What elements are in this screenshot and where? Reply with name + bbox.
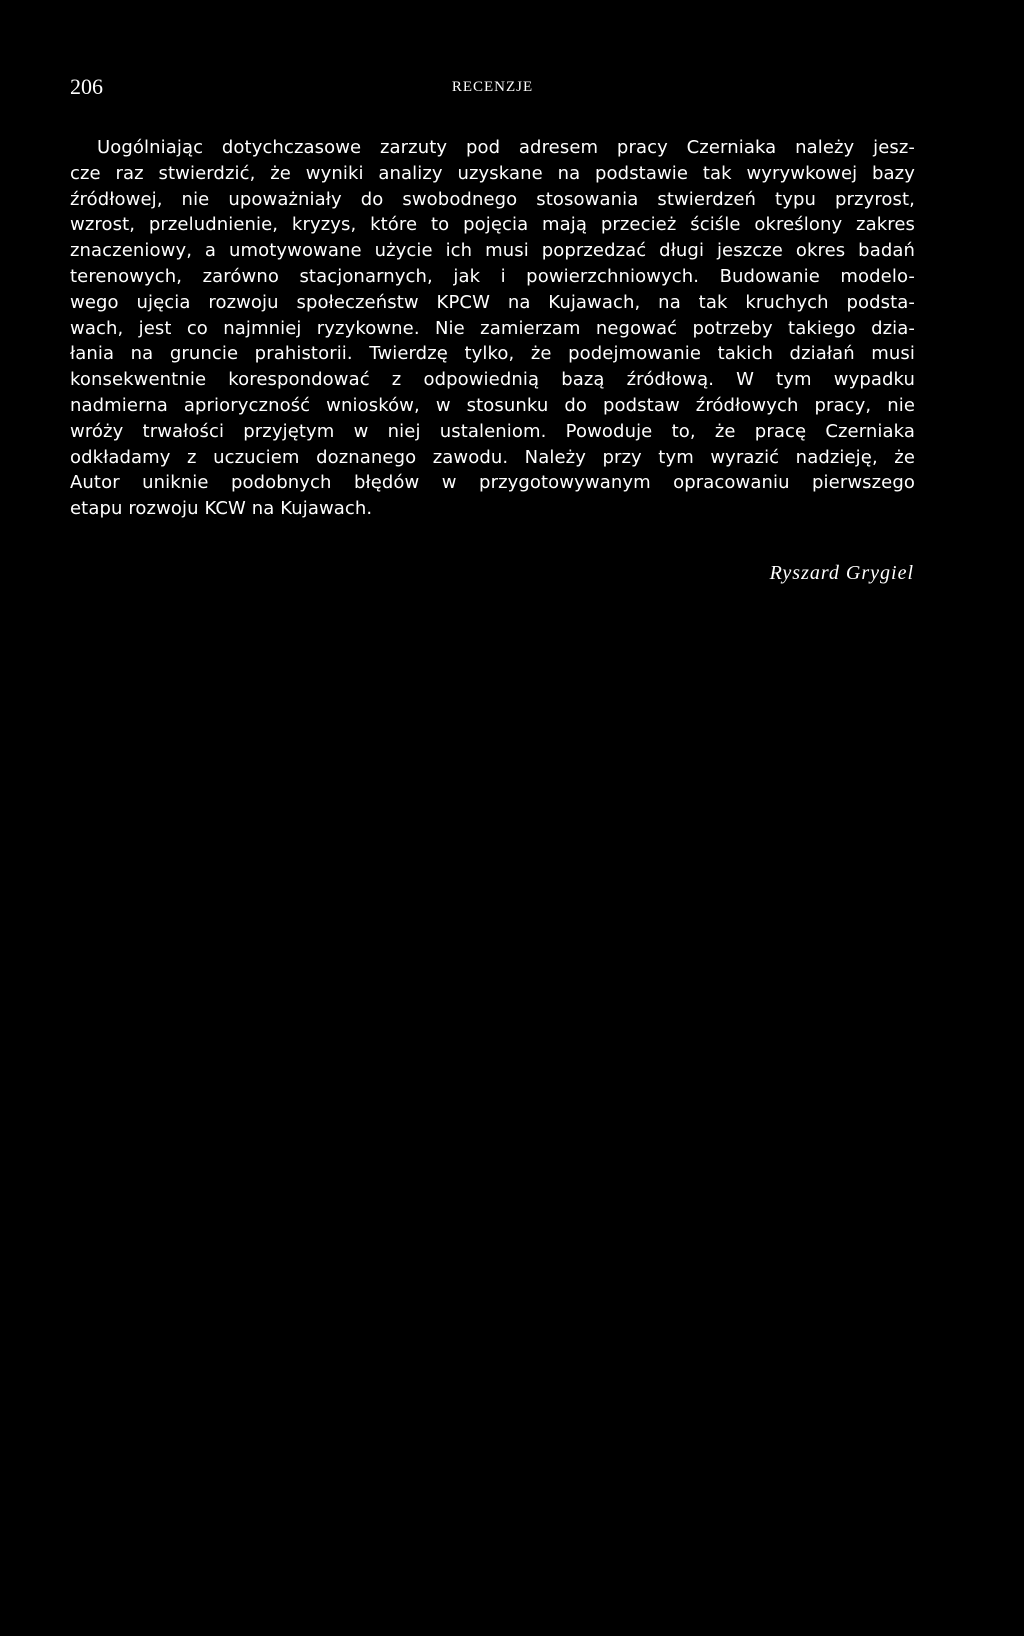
paragraph-line: wróży trwałości przyjętym w niej ustaleniom. Powoduje to, że pracę Czerniaka — [70, 420, 915, 442]
paragraph-line: etapu rozwoju KCW na Kujawach. — [70, 498, 373, 520]
paragraph-line: wzrost, przeludnienie, kryzys, które to pojęcia mają przecież ściśle określony zakres — [70, 214, 915, 236]
paragraph-line: cze raz stwierdzić, że wyniki analizy uzyskane na podstawie tak wyrywkowej bazy — [70, 162, 915, 184]
paragraph-line: nadmierna aprioryczność wniosków, w stosunku do podstaw źródłowych pracy, nie — [70, 394, 915, 416]
paragraph-line: terenowych, zarówno stacjonarnych, jak i powierzchniowych. Budowanie modelo- — [70, 265, 915, 287]
running-head — [70, 72, 915, 102]
paragraph-line: Autor uniknie podobnych błędów w przygotowywanym opracowaniu pierwszego — [70, 472, 915, 494]
paragraph-line: łania na gruncie prahistorii. Twierdzę tylko, że podejmowanie takich działań musi — [70, 343, 915, 365]
paragraph-line: wach, jest co najmniej ryzykowne. Nie zamierzam negować potrzeby takiego dzia- — [70, 317, 915, 339]
review-paragraph — [70, 135, 915, 522]
paragraph-line: Uogólniając dotychczasowe zarzuty pod adresem pracy Czerniaka należy jesz- — [97, 137, 915, 158]
paragraph-line: wego ujęcia rozwoju społeczeństw KPCW na Kujawach, na tak kruchych podsta- — [70, 291, 915, 313]
paragraph-line: odkładamy z uczuciem doznanego zawodu. Należy przy tym wyrazić nadzieję, że — [70, 446, 915, 468]
paragraph-line: znaczeniowy, a umotywowane użycie ich musi poprzedzać długi jeszcze okres badań — [70, 240, 915, 262]
page-number: 206 — [70, 74, 103, 99]
section-title: RECENZJE — [451, 79, 534, 95]
author-signature: Ryszard Grygiel — [769, 562, 914, 584]
paragraph-line: konsekwentnie korespondować z odpowiednią bazą źródłową. W tym wypadku — [70, 369, 915, 391]
paragraph-line: źródłowej, nie upoważniały do swobodnego stosowania stwierdzeń typu przyrost, — [70, 188, 915, 210]
